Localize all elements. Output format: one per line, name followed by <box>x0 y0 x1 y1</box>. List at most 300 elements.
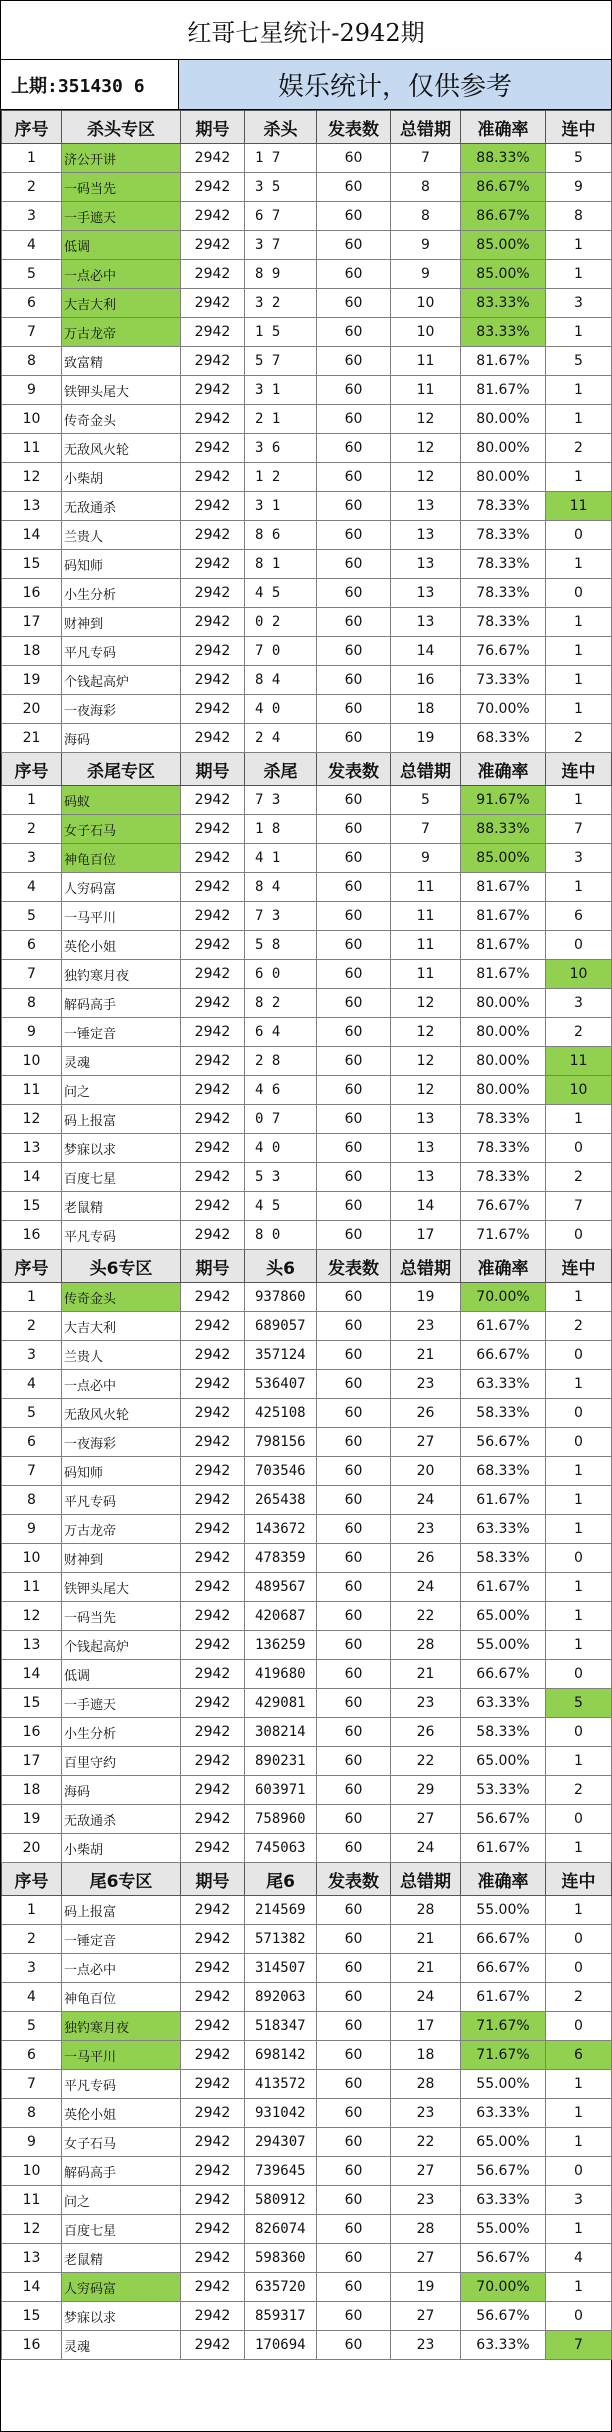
table-row <box>2 347 612 376</box>
streak-cell: 1 <box>546 695 612 724</box>
misses-cell: 26 <box>391 1544 461 1573</box>
index-cell: 4 <box>2 1983 62 2012</box>
accuracy-cell: 81.67% <box>461 931 546 960</box>
streak-cell: 0 <box>546 1925 612 1954</box>
table-row <box>2 2099 612 2128</box>
prediction-cell: 758960 <box>245 1805 317 1834</box>
prediction-cell: 136259 <box>245 1631 317 1660</box>
streak-cell: 0 <box>546 1341 612 1370</box>
accuracy-cell: 80.00% <box>461 463 546 492</box>
index-cell: 5 <box>2 902 62 931</box>
streak-cell: 9 <box>546 173 612 202</box>
table-row <box>2 231 612 260</box>
expert-cell: 老鼠精 <box>62 1192 181 1221</box>
streak-cell: 2 <box>546 1163 612 1192</box>
issue-cell: 2942 <box>181 1660 245 1689</box>
prediction-cell: 5 3 <box>245 1163 317 1192</box>
prediction-cell: 689057 <box>245 1312 317 1341</box>
table-row <box>2 2273 612 2302</box>
posts-cell: 60 <box>317 1954 391 1983</box>
index-cell: 15 <box>2 2302 62 2331</box>
prediction-cell: 6 7 <box>245 202 317 231</box>
misses-cell: 13 <box>391 492 461 521</box>
misses-cell: 10 <box>391 318 461 347</box>
index-cell: 16 <box>2 1221 62 1250</box>
posts-cell: 60 <box>317 1221 391 1250</box>
index-cell: 4 <box>2 873 62 902</box>
expert-cell: 一手遮天 <box>62 202 181 231</box>
misses-cell: 27 <box>391 1428 461 1457</box>
streak-cell: 1 <box>546 1283 612 1312</box>
issue-cell: 2942 <box>181 2012 245 2041</box>
index-cell: 8 <box>2 1486 62 1515</box>
index-cell: 14 <box>2 1660 62 1689</box>
streak-cell: 1 <box>546 550 612 579</box>
posts-cell: 60 <box>317 1134 391 1163</box>
misses-cell: 23 <box>391 1689 461 1718</box>
header-prediction: 杀尾 <box>245 753 317 786</box>
expert-cell: 一码当先 <box>62 173 181 202</box>
table-row <box>2 2331 612 2360</box>
section-header-row <box>2 1863 612 1896</box>
issue-cell: 2942 <box>181 815 245 844</box>
posts-cell: 60 <box>317 666 391 695</box>
misses-cell: 14 <box>391 1192 461 1221</box>
streak-cell: 1 <box>546 2215 612 2244</box>
issue-cell: 2942 <box>181 1896 245 1925</box>
expert-cell: 大吉大利 <box>62 289 181 318</box>
index-cell: 13 <box>2 492 62 521</box>
posts-cell: 60 <box>317 844 391 873</box>
prediction-cell: 745063 <box>245 1834 317 1863</box>
prediction-cell: 580912 <box>245 2186 317 2215</box>
header-streak: 连中 <box>546 1863 612 1896</box>
prediction-cell: 8 6 <box>245 521 317 550</box>
issue-cell: 2942 <box>181 931 245 960</box>
table-row <box>2 1163 612 1192</box>
misses-cell: 13 <box>391 1163 461 1192</box>
index-cell: 14 <box>2 1163 62 1192</box>
index-cell: 1 <box>2 786 62 815</box>
index-cell: 7 <box>2 1457 62 1486</box>
info-row <box>1 60 611 110</box>
index-cell: 21 <box>2 724 62 753</box>
expert-cell: 万古龙帝 <box>62 318 181 347</box>
index-cell: 1 <box>2 1896 62 1925</box>
posts-cell: 60 <box>317 2215 391 2244</box>
header-prediction: 尾6 <box>245 1863 317 1896</box>
accuracy-cell: 76.67% <box>461 637 546 666</box>
accuracy-cell: 68.33% <box>461 724 546 753</box>
header-issue: 期号 <box>181 753 245 786</box>
streak-cell: 1 <box>546 1747 612 1776</box>
index-cell: 10 <box>2 1544 62 1573</box>
accuracy-cell: 56.67% <box>461 1428 546 1457</box>
expert-cell: 问之 <box>62 1076 181 1105</box>
issue-cell: 2942 <box>181 2041 245 2070</box>
table-row <box>2 1515 612 1544</box>
index-cell: 12 <box>2 2215 62 2244</box>
accuracy-cell: 76.67% <box>461 1192 546 1221</box>
posts-cell: 60 <box>317 1515 391 1544</box>
index-cell: 10 <box>2 405 62 434</box>
header-expert: 头6专区 <box>62 1250 181 1283</box>
table-row <box>2 1983 612 2012</box>
table-row <box>2 2215 612 2244</box>
accuracy-cell: 63.33% <box>461 2331 546 2360</box>
issue-cell: 2942 <box>181 695 245 724</box>
expert-cell: 百度七星 <box>62 1163 181 1192</box>
index-cell: 7 <box>2 318 62 347</box>
posts-cell: 60 <box>317 1896 391 1925</box>
header-streak: 连中 <box>546 753 612 786</box>
streak-cell: 0 <box>546 2302 612 2331</box>
accuracy-cell: 78.33% <box>461 1105 546 1134</box>
misses-cell: 17 <box>391 2012 461 2041</box>
table-row <box>2 1660 612 1689</box>
posts-cell: 60 <box>317 1018 391 1047</box>
table-row <box>2 2157 612 2186</box>
accuracy-cell: 85.00% <box>461 844 546 873</box>
issue-cell: 2942 <box>181 1689 245 1718</box>
prediction-cell: 1 2 <box>245 463 317 492</box>
streak-cell: 1 <box>546 318 612 347</box>
misses-cell: 13 <box>391 521 461 550</box>
streak-cell: 0 <box>546 931 612 960</box>
posts-cell: 60 <box>317 1486 391 1515</box>
prediction-cell: 571382 <box>245 1925 317 1954</box>
issue-cell: 2942 <box>181 173 245 202</box>
posts-cell: 60 <box>317 815 391 844</box>
issue-cell: 2942 <box>181 2302 245 2331</box>
index-cell: 9 <box>2 2128 62 2157</box>
header-accuracy: 准确率 <box>461 111 546 144</box>
accuracy-cell: 63.33% <box>461 1689 546 1718</box>
misses-cell: 29 <box>391 1776 461 1805</box>
table-row <box>2 1105 612 1134</box>
issue-cell: 2942 <box>181 289 245 318</box>
prediction-cell: 8 9 <box>245 260 317 289</box>
issue-cell: 2942 <box>181 260 245 289</box>
misses-cell: 12 <box>391 989 461 1018</box>
issue-cell: 2942 <box>181 989 245 1018</box>
table-row <box>2 144 612 173</box>
table-row <box>2 1925 612 1954</box>
posts-cell: 60 <box>317 1834 391 1863</box>
prediction-cell: 8 4 <box>245 873 317 902</box>
expert-cell: 低调 <box>62 231 181 260</box>
accuracy-cell: 58.33% <box>461 1399 546 1428</box>
accuracy-cell: 80.00% <box>461 1076 546 1105</box>
prediction-cell: 420687 <box>245 1602 317 1631</box>
issue-cell: 2942 <box>181 2157 245 2186</box>
issue-cell: 2942 <box>181 844 245 873</box>
table-row <box>2 1544 612 1573</box>
header-misses: 总错期 <box>391 753 461 786</box>
expert-cell: 老鼠精 <box>62 2244 181 2273</box>
index-cell: 4 <box>2 1370 62 1399</box>
accuracy-cell: 66.67% <box>461 1954 546 1983</box>
index-cell: 12 <box>2 463 62 492</box>
misses-cell: 12 <box>391 1076 461 1105</box>
issue-cell: 2942 <box>181 1983 245 2012</box>
table-row <box>2 724 612 753</box>
misses-cell: 26 <box>391 1718 461 1747</box>
accuracy-cell: 66.67% <box>461 1341 546 1370</box>
streak-cell: 5 <box>546 347 612 376</box>
header-misses: 总错期 <box>391 111 461 144</box>
table-row <box>2 1602 612 1631</box>
prediction-cell: 4 0 <box>245 1134 317 1163</box>
expert-cell: 女子石马 <box>62 2128 181 2157</box>
misses-cell: 24 <box>391 1834 461 1863</box>
index-cell: 10 <box>2 2157 62 2186</box>
misses-cell: 21 <box>391 1341 461 1370</box>
posts-cell: 60 <box>317 2157 391 2186</box>
table-row <box>2 289 612 318</box>
streak-cell: 0 <box>546 1660 612 1689</box>
streak-cell: 1 <box>546 2070 612 2099</box>
expert-cell: 一点必中 <box>62 1370 181 1399</box>
table-row <box>2 1631 612 1660</box>
prediction-cell: 798156 <box>245 1428 317 1457</box>
issue-cell: 2942 <box>181 960 245 989</box>
streak-cell: 0 <box>546 1428 612 1457</box>
issue-cell: 2942 <box>181 463 245 492</box>
posts-cell: 60 <box>317 1370 391 1399</box>
prediction-cell: 308214 <box>245 1718 317 1747</box>
accuracy-cell: 56.67% <box>461 1805 546 1834</box>
posts-cell: 60 <box>317 1718 391 1747</box>
issue-cell: 2942 <box>181 2128 245 2157</box>
accuracy-cell: 78.33% <box>461 1134 546 1163</box>
misses-cell: 21 <box>391 1660 461 1689</box>
issue-cell: 2942 <box>181 637 245 666</box>
posts-cell: 60 <box>317 202 391 231</box>
table-row <box>2 1747 612 1776</box>
accuracy-cell: 56.67% <box>461 2302 546 2331</box>
posts-cell: 60 <box>317 1573 391 1602</box>
issue-cell: 2942 <box>181 1573 245 1602</box>
expert-cell: 济公开讲 <box>62 144 181 173</box>
streak-cell: 3 <box>546 2186 612 2215</box>
prediction-cell: 931042 <box>245 2099 317 2128</box>
index-cell: 2 <box>2 815 62 844</box>
misses-cell: 11 <box>391 873 461 902</box>
streak-cell: 7 <box>546 2331 612 2360</box>
index-cell: 19 <box>2 666 62 695</box>
table-row <box>2 550 612 579</box>
table-row <box>2 405 612 434</box>
expert-cell: 人穷码富 <box>62 873 181 902</box>
expert-cell: 百度七星 <box>62 2215 181 2244</box>
posts-cell: 60 <box>317 2331 391 2360</box>
index-cell: 3 <box>2 1954 62 1983</box>
prediction-cell: 265438 <box>245 1486 317 1515</box>
streak-cell: 1 <box>546 666 612 695</box>
accuracy-cell: 58.33% <box>461 1544 546 1573</box>
expert-cell: 低调 <box>62 1660 181 1689</box>
header-posts: 发表数 <box>317 1250 391 1283</box>
posts-cell: 60 <box>317 347 391 376</box>
posts-cell: 60 <box>317 1076 391 1105</box>
accuracy-cell: 56.67% <box>461 2157 546 2186</box>
posts-cell: 60 <box>317 376 391 405</box>
misses-cell: 9 <box>391 231 461 260</box>
misses-cell: 28 <box>391 2215 461 2244</box>
issue-cell: 2942 <box>181 1544 245 1573</box>
table-row <box>2 931 612 960</box>
streak-cell: 1 <box>546 608 612 637</box>
index-cell: 3 <box>2 202 62 231</box>
prediction-cell: 2 1 <box>245 405 317 434</box>
index-cell: 20 <box>2 1834 62 1863</box>
misses-cell: 28 <box>391 2070 461 2099</box>
streak-cell: 4 <box>546 2244 612 2273</box>
prediction-cell: 603971 <box>245 1776 317 1805</box>
issue-cell: 2942 <box>181 1486 245 1515</box>
index-cell: 17 <box>2 608 62 637</box>
streak-cell: 2 <box>546 1776 612 1805</box>
accuracy-cell: 81.67% <box>461 960 546 989</box>
table-row <box>2 989 612 1018</box>
header-index: 序号 <box>2 111 62 144</box>
posts-cell: 60 <box>317 1776 391 1805</box>
streak-cell: 0 <box>546 1399 612 1428</box>
accuracy-cell: 70.00% <box>461 1283 546 1312</box>
prediction-cell: 6 4 <box>245 1018 317 1047</box>
accuracy-cell: 78.33% <box>461 550 546 579</box>
header-issue: 期号 <box>181 1250 245 1283</box>
misses-cell: 9 <box>391 260 461 289</box>
issue-cell: 2942 <box>181 1221 245 1250</box>
streak-cell: 1 <box>546 1457 612 1486</box>
posts-cell: 60 <box>317 1660 391 1689</box>
previous-issue-result: 上期:351430 6 <box>1 60 179 109</box>
streak-cell: 0 <box>546 1544 612 1573</box>
posts-cell: 60 <box>317 2244 391 2273</box>
expert-cell: 大吉大利 <box>62 1312 181 1341</box>
issue-cell: 2942 <box>181 1312 245 1341</box>
index-cell: 11 <box>2 1573 62 1602</box>
expert-cell: 一手遮天 <box>62 1689 181 1718</box>
misses-cell: 13 <box>391 579 461 608</box>
prediction-cell: 1 8 <box>245 815 317 844</box>
posts-cell: 60 <box>317 931 391 960</box>
accuracy-cell: 78.33% <box>461 521 546 550</box>
streak-cell: 0 <box>546 579 612 608</box>
issue-cell: 2942 <box>181 1747 245 1776</box>
issue-cell: 2942 <box>181 405 245 434</box>
prediction-cell: 4 5 <box>245 1192 317 1221</box>
prediction-cell: 937860 <box>245 1283 317 1312</box>
posts-cell: 60 <box>317 1192 391 1221</box>
prediction-cell: 890231 <box>245 1747 317 1776</box>
prediction-cell: 3 2 <box>245 289 317 318</box>
expert-cell: 传奇金头 <box>62 1283 181 1312</box>
accuracy-cell: 55.00% <box>461 1631 546 1660</box>
prediction-cell: 5 8 <box>245 931 317 960</box>
index-cell: 10 <box>2 1047 62 1076</box>
table-row <box>2 434 612 463</box>
misses-cell: 27 <box>391 2244 461 2273</box>
index-cell: 18 <box>2 1776 62 1805</box>
misses-cell: 11 <box>391 376 461 405</box>
misses-cell: 24 <box>391 1486 461 1515</box>
misses-cell: 12 <box>391 405 461 434</box>
expert-cell: 财神到 <box>62 1544 181 1573</box>
prediction-cell: 8 4 <box>245 666 317 695</box>
header-index: 序号 <box>2 1863 62 1896</box>
posts-cell: 60 <box>317 2099 391 2128</box>
table-row <box>2 1047 612 1076</box>
prediction-cell: 598360 <box>245 2244 317 2273</box>
table-row <box>2 1805 612 1834</box>
index-cell: 13 <box>2 2244 62 2273</box>
header-prediction: 头6 <box>245 1250 317 1283</box>
issue-cell: 2942 <box>181 1047 245 1076</box>
prediction-cell: 5 7 <box>245 347 317 376</box>
posts-cell: 60 <box>317 1283 391 1312</box>
expert-cell: 无敌通杀 <box>62 492 181 521</box>
prediction-cell: 4 6 <box>245 1076 317 1105</box>
expert-cell: 码上报富 <box>62 1105 181 1134</box>
accuracy-cell: 66.67% <box>461 1925 546 1954</box>
table-row <box>2 1399 612 1428</box>
accuracy-cell: 80.00% <box>461 434 546 463</box>
sheet-title: 红哥七星统计-2942期 <box>1 1 611 60</box>
misses-cell: 9 <box>391 844 461 873</box>
misses-cell: 19 <box>391 724 461 753</box>
header-streak: 连中 <box>546 1250 612 1283</box>
expert-cell: 解码高手 <box>62 2157 181 2186</box>
expert-cell: 平凡专码 <box>62 2070 181 2099</box>
table-row <box>2 1776 612 1805</box>
prediction-cell: 170694 <box>245 2331 317 2360</box>
expert-cell: 一马平川 <box>62 902 181 931</box>
table-row <box>2 2244 612 2273</box>
misses-cell: 13 <box>391 1134 461 1163</box>
index-cell: 9 <box>2 1018 62 1047</box>
misses-cell: 12 <box>391 463 461 492</box>
posts-cell: 60 <box>317 724 391 753</box>
table-row <box>2 260 612 289</box>
prediction-cell: 429081 <box>245 1689 317 1718</box>
index-cell: 6 <box>2 1428 62 1457</box>
issue-cell: 2942 <box>181 1457 245 1486</box>
posts-cell: 60 <box>317 260 391 289</box>
issue-cell: 2942 <box>181 1954 245 1983</box>
accuracy-cell: 88.33% <box>461 144 546 173</box>
streak-cell: 1 <box>546 2128 612 2157</box>
table-row <box>2 1192 612 1221</box>
streak-cell: 2 <box>546 724 612 753</box>
header-prediction: 杀头 <box>245 111 317 144</box>
expert-cell: 梦寐以求 <box>62 1134 181 1163</box>
table-row <box>2 815 612 844</box>
prediction-cell: 4 0 <box>245 695 317 724</box>
streak-cell: 7 <box>546 1192 612 1221</box>
index-cell: 9 <box>2 1515 62 1544</box>
index-cell: 11 <box>2 1076 62 1105</box>
misses-cell: 23 <box>391 2099 461 2128</box>
accuracy-cell: 83.33% <box>461 289 546 318</box>
table-row <box>2 521 612 550</box>
prediction-cell: 357124 <box>245 1341 317 1370</box>
index-cell: 20 <box>2 695 62 724</box>
posts-cell: 60 <box>317 2128 391 2157</box>
streak-cell: 0 <box>546 1805 612 1834</box>
